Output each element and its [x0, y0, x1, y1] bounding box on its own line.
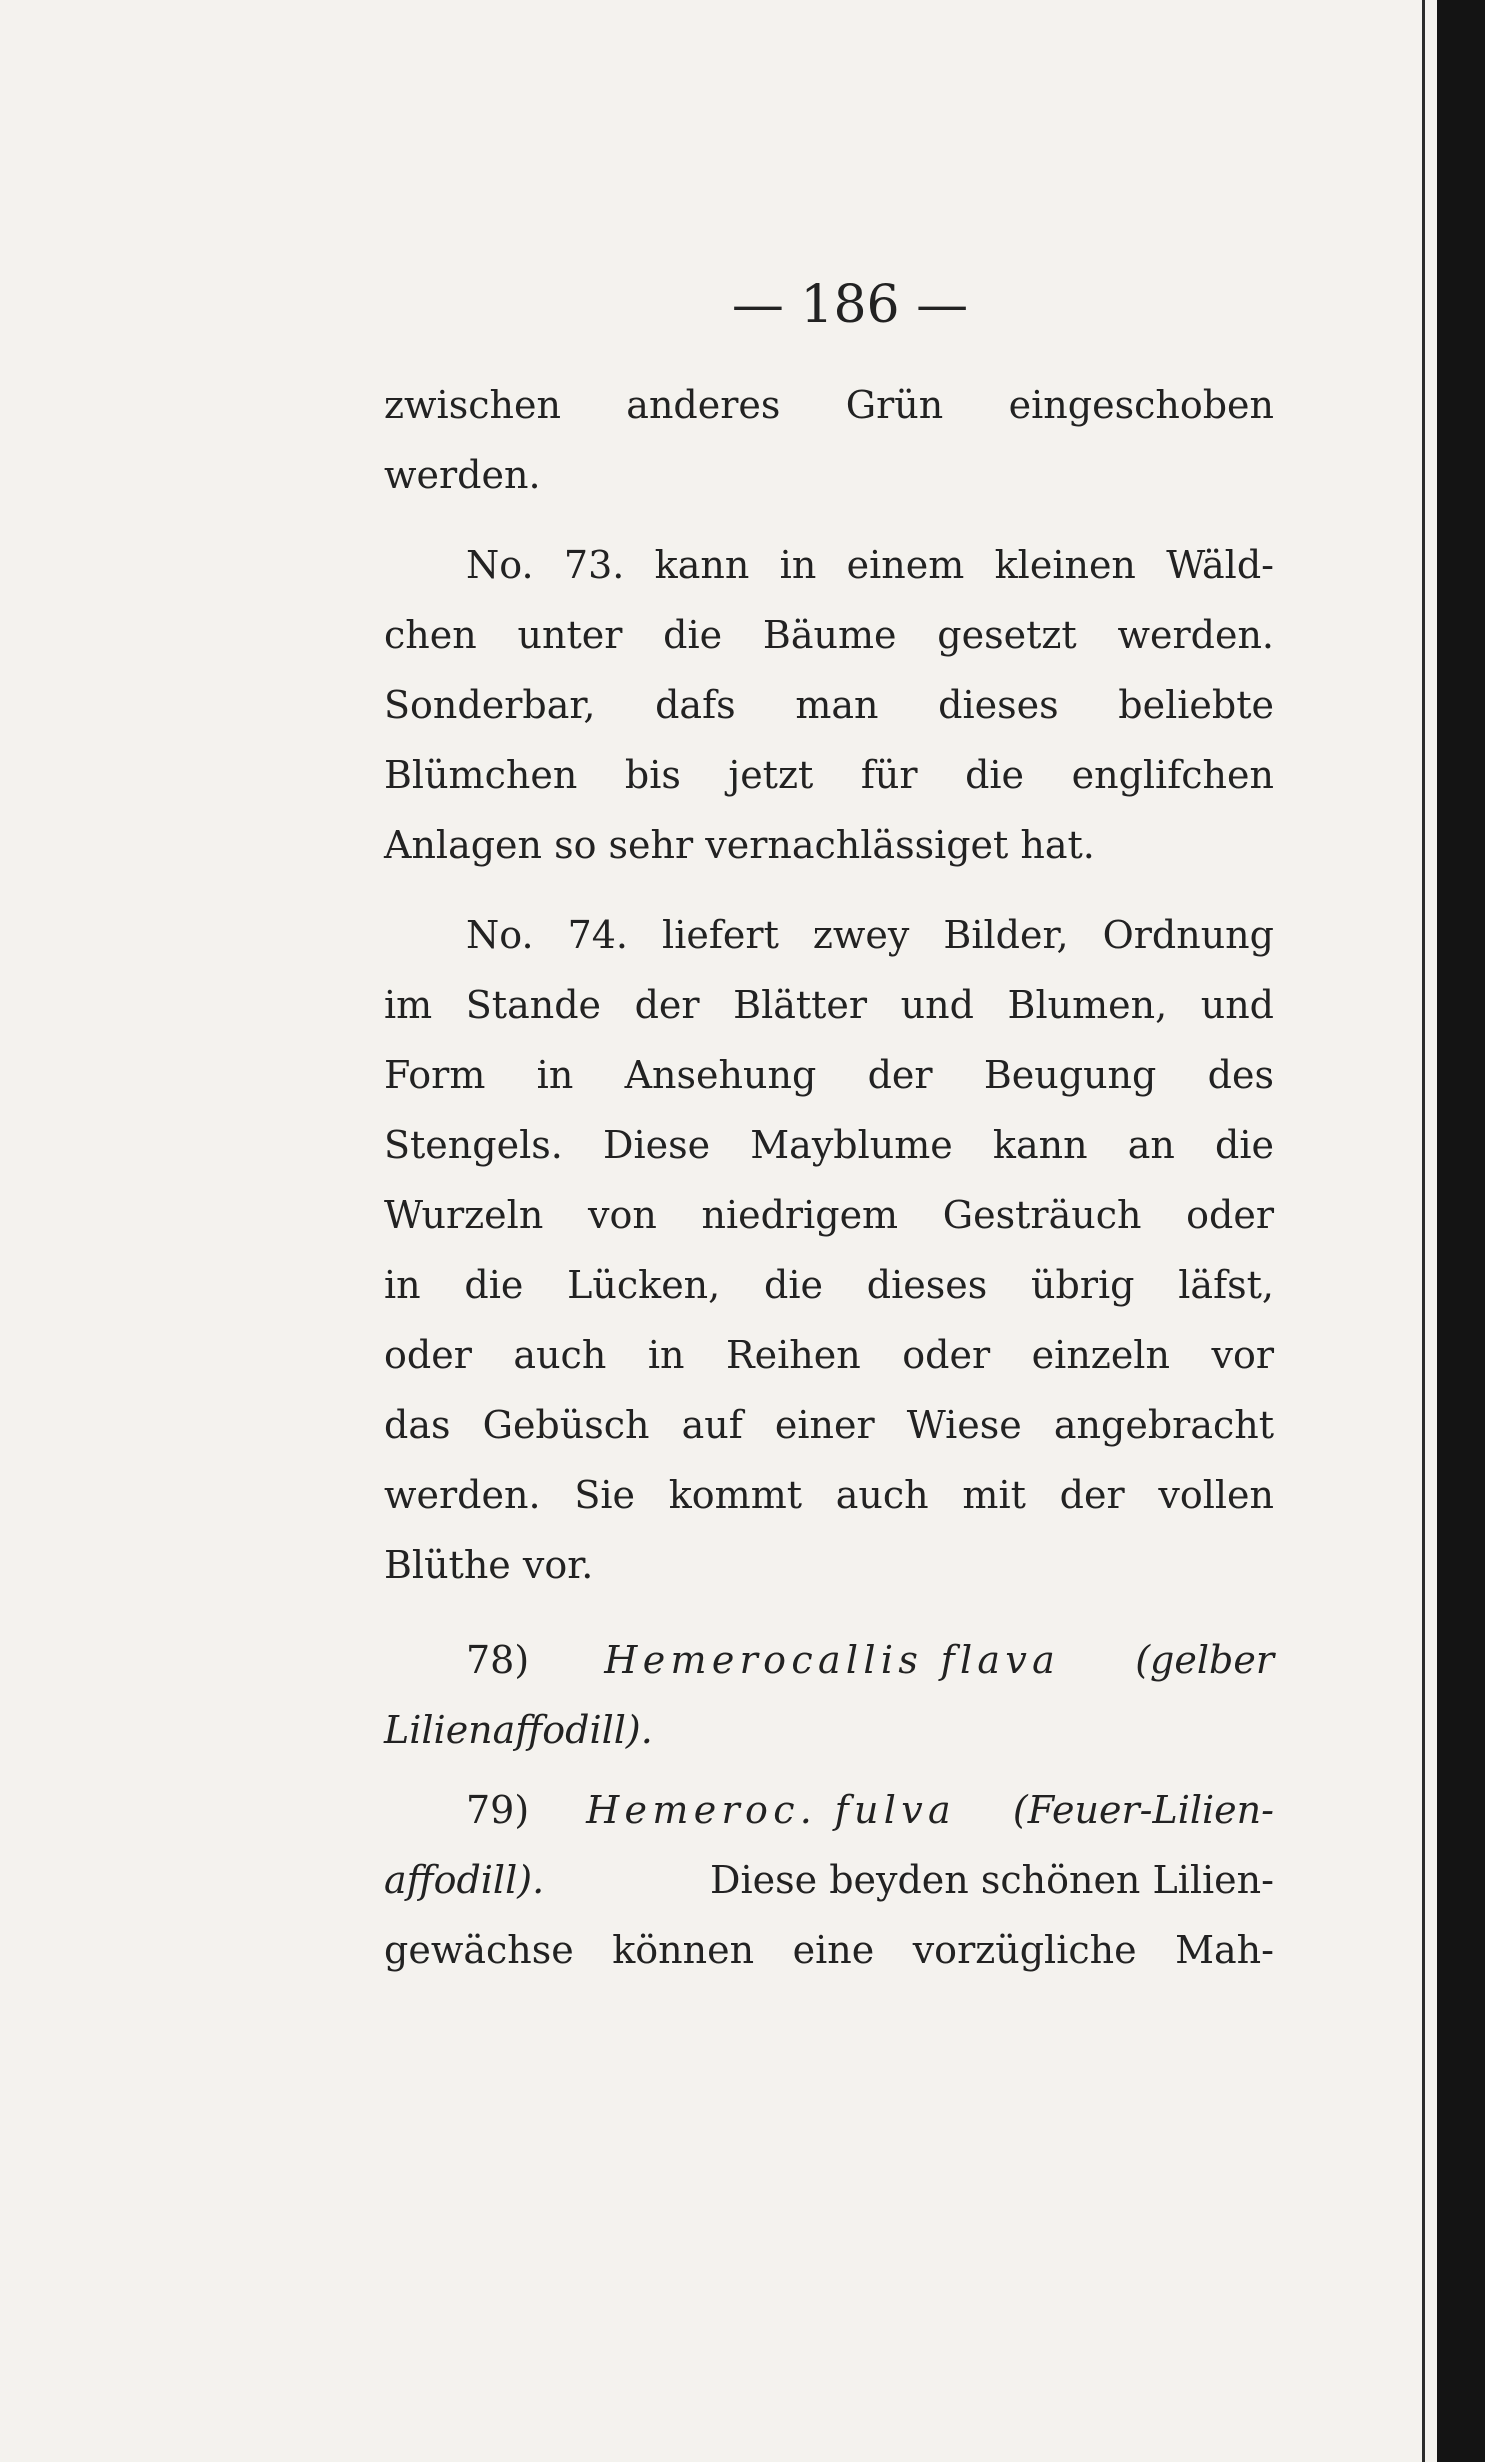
common-name: Lilienaffodill).: [384, 1708, 653, 1752]
text-line: gewächse können eine vorzügliche Mah-: [384, 1928, 1274, 1972]
scan-border: [1437, 0, 1485, 2462]
page-number: — 186 —: [731, 275, 969, 335]
entry-number: 79): [466, 1788, 530, 1832]
text-line: werden.: [384, 453, 541, 497]
page-edge-line: [1422, 0, 1425, 2462]
text-line: zwischen anderes Grün eingeschoben: [384, 383, 1274, 427]
text-line: [466, 1625, 1274, 1695]
text-line: Anlagen so sehr vernachlässiget hat.: [384, 823, 1095, 867]
text-span: Diese beyden schönen Lilien-: [710, 1858, 1274, 1902]
botanical-name: Hemerocallis flava: [604, 1638, 1061, 1682]
common-name: (Feuer-Lilien-: [1012, 1788, 1274, 1832]
text-line: Stengels. Diese Mayblume kann an die: [384, 1123, 1274, 1167]
text-line: das Gebüsch auf einer Wiese angebracht: [384, 1403, 1274, 1447]
text-line: oder auch in Reihen oder einzeln vor: [384, 1333, 1274, 1377]
text-line: chen unter die Bäume gesetzt werden.: [384, 613, 1274, 657]
text-line: in die Lücken, die dieses übrig läfst,: [384, 1263, 1274, 1307]
text-line: [466, 1775, 1274, 1845]
text-line: Sonderbar, dafs man dieses beliebte: [384, 683, 1274, 727]
text-line: No. 74. liefert zwey Bilder, Ordnung: [466, 913, 1274, 957]
text-line: No. 73. kann in einem kleinen Wäld-: [466, 543, 1274, 587]
entry-number: 78): [466, 1638, 530, 1682]
text-line: Form in Ansehung der Beugung des: [384, 1053, 1274, 1097]
text-line: Wurzeln von niedrigem Gesträuch oder: [384, 1193, 1274, 1237]
text-line: [384, 1845, 1274, 1915]
text-line: Blümchen bis jetzt für die englifchen: [384, 753, 1274, 797]
botanical-name: Hemeroc. fulva: [586, 1788, 957, 1832]
text-line: werden. Sie kommt auch mit der vollen: [384, 1473, 1274, 1517]
common-name: affodill).: [384, 1858, 545, 1902]
text-line: im Stande der Blätter und Blumen, und: [384, 983, 1274, 1027]
text-line: Blüthe vor.: [384, 1543, 594, 1587]
common-name: (gelber: [1135, 1638, 1274, 1682]
